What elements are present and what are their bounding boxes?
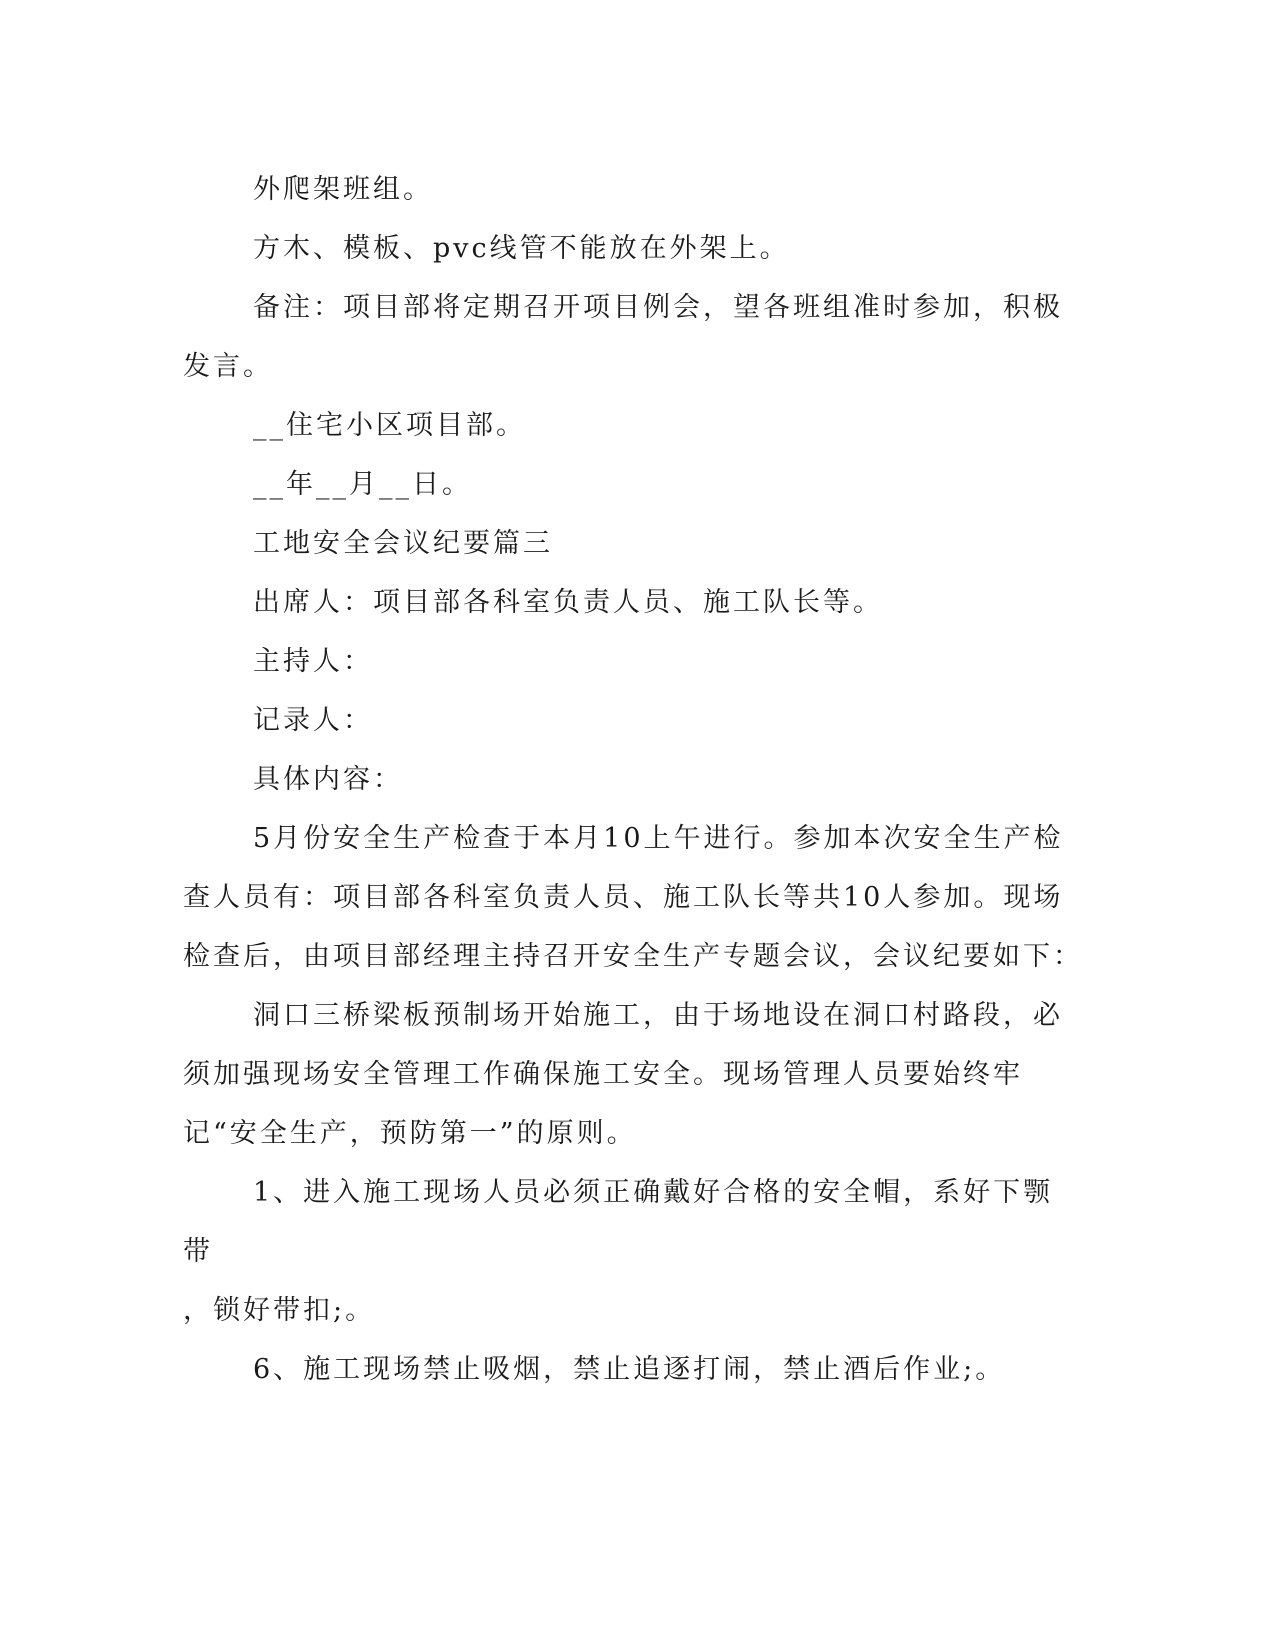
document-body (183, 160, 1083, 1399)
paragraph-host: 主持人： (253, 646, 373, 677)
paragraph-recorder: 记录人： (253, 705, 373, 736)
paragraph-remark: 备注：项目部将定期召开项目例会，望各班组准时参加，积极发言。 (183, 292, 1063, 382)
paragraph-attendees: 出席人：项目部各科室负责人员、施工队长等。 (253, 587, 883, 618)
paragraph-rule-1-cont: ，锁好带扣;。 (183, 1295, 376, 1326)
paragraph-rule-6: 6、施工现场禁止吸烟，禁止追逐打闹，禁止酒后作业;。 (253, 1354, 1006, 1385)
paragraph-materials-rule: 方木、模板、pvc线管不能放在外架上。 (253, 233, 790, 264)
paragraph-project-dept: __住宅小区项目部。 (253, 410, 526, 441)
paragraph-content-label: 具体内容： (253, 764, 403, 795)
paragraph-rule-1: 1、进入施工现场人员必须正确戴好合格的安全帽，系好下颚带 (183, 1177, 1054, 1267)
paragraph-inspection: 5月份安全生产检查于本月10上午进行。参加本次安全生产检查人员有：项目部各科室负责人员、施工队长等共10人参加。现场检查后，由项目部经理主持召开安全生产专题会议，会议纪要如下： (183, 823, 1083, 972)
paragraph-date: __年__月__日。 (253, 469, 472, 500)
paragraph-scaffold-team: 外爬架班组。 (253, 174, 433, 205)
paragraph-bridge-site: 洞口三桥梁板预制场开始施工，由于场地设在洞口村路段，必须加强现场安全管理工作确保施工安全。现场管理人员要始终牢记“安全生产，预防第一”的原则。 (183, 1000, 1063, 1149)
section-heading: 工地安全会议纪要篇三 (253, 528, 553, 559)
